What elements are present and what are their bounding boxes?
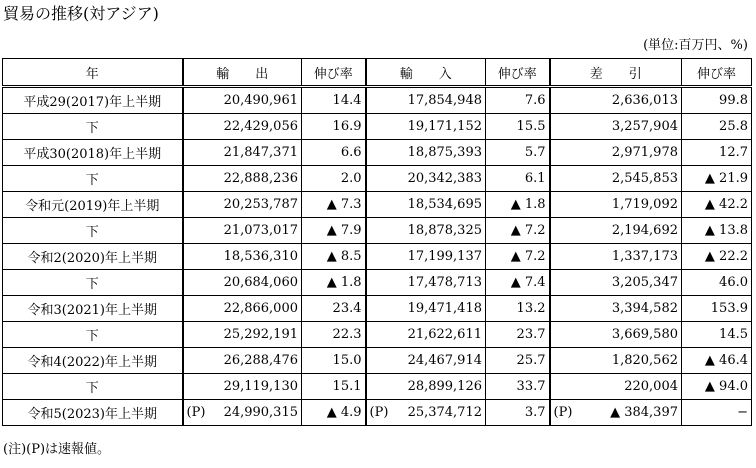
table-body bbox=[3, 87, 752, 426]
row-imports-rate: ▲ 1.8 bbox=[486, 192, 550, 218]
row-exports-value bbox=[183, 296, 302, 322]
row-balance-rate: ▲ 13.8 bbox=[682, 218, 752, 244]
row-exports-value bbox=[183, 348, 302, 374]
row-exports-rate: 2.0 bbox=[302, 166, 366, 192]
row-imports-value bbox=[366, 166, 486, 192]
row-period: 下 bbox=[3, 166, 183, 192]
exports-amount: 21,847,371 bbox=[223, 145, 298, 160]
row-imports-rate: 23.7 bbox=[486, 322, 550, 348]
row-balance-rate: − bbox=[682, 400, 752, 426]
header-imports-rate: 伸び率 bbox=[486, 59, 550, 87]
row-exports-rate: 15.1 bbox=[302, 374, 366, 400]
row-balance-value bbox=[550, 192, 682, 218]
row-balance-rate: 14.5 bbox=[682, 322, 752, 348]
row-exports-value bbox=[183, 114, 302, 140]
row-exports-value bbox=[183, 270, 302, 296]
row-exports-rate: 15.0 bbox=[302, 348, 366, 374]
imports-amount: 17,854,948 bbox=[407, 93, 482, 108]
exports-amount: 22,888,236 bbox=[223, 171, 298, 186]
row-imports-value bbox=[366, 348, 486, 374]
imports-amount: 19,171,152 bbox=[407, 119, 482, 134]
row-exports-value bbox=[183, 192, 302, 218]
row-exports-value bbox=[183, 87, 302, 114]
table-row bbox=[3, 244, 752, 270]
header-balance: 差 引 bbox=[550, 59, 682, 87]
imports-amount: 21,622,611 bbox=[407, 327, 482, 342]
row-balance-rate: 153.9 bbox=[682, 296, 752, 322]
preliminary-mark: (P) bbox=[553, 405, 573, 420]
exports-amount: 24,990,315 bbox=[223, 405, 298, 420]
row-period: 令和2(2020)年上半期 bbox=[3, 244, 183, 270]
table-row bbox=[3, 400, 752, 426]
row-period: 令和5(2023)年上半期 bbox=[3, 400, 183, 426]
row-balance-value bbox=[550, 87, 682, 114]
footnote: (注)(P)は速報値。 bbox=[3, 442, 111, 457]
table-row bbox=[3, 322, 752, 348]
balance-amount: 3,669,580 bbox=[611, 327, 678, 342]
row-exports-rate: 23.4 bbox=[302, 296, 366, 322]
row-imports-value bbox=[366, 270, 486, 296]
table-header-row bbox=[3, 59, 752, 87]
row-balance-rate: ▲ 21.9 bbox=[682, 166, 752, 192]
row-balance-value bbox=[550, 270, 682, 296]
row-balance-value bbox=[550, 374, 682, 400]
row-period: 下 bbox=[3, 374, 183, 400]
row-balance-rate: ▲ 22.2 bbox=[682, 244, 752, 270]
exports-amount: 20,490,961 bbox=[223, 93, 298, 108]
page-title: 貿易の推移(対アジア) bbox=[3, 4, 159, 23]
row-exports-rate: 6.6 bbox=[302, 140, 366, 166]
table-row bbox=[3, 87, 752, 114]
row-balance-value bbox=[550, 348, 682, 374]
row-exports-rate: ▲ 7.9 bbox=[302, 218, 366, 244]
unit-note: (単位:百万円、%) bbox=[643, 38, 748, 53]
balance-amount: 1,719,092 bbox=[611, 197, 678, 212]
row-imports-value bbox=[366, 140, 486, 166]
imports-amount: 19,471,418 bbox=[407, 301, 482, 316]
row-balance-rate: ▲ 94.0 bbox=[682, 374, 752, 400]
table-row bbox=[3, 218, 752, 244]
table-row bbox=[3, 192, 752, 218]
balance-amount: 3,257,904 bbox=[611, 119, 678, 134]
row-imports-rate: 5.7 bbox=[486, 140, 550, 166]
imports-amount: 20,342,383 bbox=[407, 171, 482, 186]
row-imports-value bbox=[366, 192, 486, 218]
balance-amount: 2,194,692 bbox=[611, 223, 678, 238]
row-balance-value bbox=[550, 114, 682, 140]
exports-amount: 20,253,787 bbox=[223, 197, 298, 212]
row-balance-value bbox=[550, 218, 682, 244]
row-balance-value bbox=[550, 140, 682, 166]
imports-amount: 18,534,695 bbox=[407, 197, 482, 212]
row-balance-rate: 99.8 bbox=[682, 87, 752, 114]
row-balance-value bbox=[550, 400, 682, 426]
row-imports-value bbox=[366, 114, 486, 140]
row-imports-rate: ▲ 7.2 bbox=[486, 244, 550, 270]
imports-amount: 17,199,137 bbox=[407, 249, 482, 264]
balance-amount: 1,337,173 bbox=[611, 249, 678, 264]
row-period: 下 bbox=[3, 218, 183, 244]
row-imports-value bbox=[366, 296, 486, 322]
balance-amount: 3,394,582 bbox=[611, 301, 678, 316]
row-imports-rate: 25.7 bbox=[486, 348, 550, 374]
exports-amount: 25,292,191 bbox=[223, 327, 298, 342]
imports-amount: 18,875,393 bbox=[407, 145, 482, 160]
row-imports-rate: 7.6 bbox=[486, 87, 550, 114]
row-imports-rate: ▲ 7.4 bbox=[486, 270, 550, 296]
row-period: 下 bbox=[3, 114, 183, 140]
row-period: 令和4(2022)年上半期 bbox=[3, 348, 183, 374]
row-period: 平成30(2018)年上半期 bbox=[3, 140, 183, 166]
exports-amount: 18,536,310 bbox=[223, 249, 298, 264]
row-period: 令和3(2021)年上半期 bbox=[3, 296, 183, 322]
row-balance-value bbox=[550, 296, 682, 322]
table-row bbox=[3, 296, 752, 322]
balance-amount: 2,545,853 bbox=[611, 171, 678, 186]
row-imports-value bbox=[366, 322, 486, 348]
imports-amount: 25,374,712 bbox=[407, 405, 482, 420]
table-row bbox=[3, 140, 752, 166]
row-exports-value bbox=[183, 218, 302, 244]
row-period: 下 bbox=[3, 322, 183, 348]
balance-amount: 2,636,013 bbox=[611, 93, 678, 108]
header-exports-rate: 伸び率 bbox=[302, 59, 366, 87]
exports-amount: 22,429,056 bbox=[223, 119, 298, 134]
preliminary-mark: (P) bbox=[186, 405, 206, 420]
row-exports-value bbox=[183, 244, 302, 270]
row-imports-value bbox=[366, 218, 486, 244]
row-imports-rate: 33.7 bbox=[486, 374, 550, 400]
row-exports-rate: 14.4 bbox=[302, 87, 366, 114]
balance-amount: 2,971,978 bbox=[611, 145, 678, 160]
header-period: 年 bbox=[3, 59, 183, 87]
table-row bbox=[3, 348, 752, 374]
row-exports-rate: 16.9 bbox=[302, 114, 366, 140]
row-balance-value bbox=[550, 244, 682, 270]
exports-amount: 29,119,130 bbox=[223, 379, 298, 394]
row-period: 令和元(2019)年上半期 bbox=[3, 192, 183, 218]
balance-amount: 220,004 bbox=[624, 379, 678, 394]
row-balance-value bbox=[550, 322, 682, 348]
row-exports-value bbox=[183, 400, 302, 426]
balance-amount: 1,820,562 bbox=[611, 353, 678, 368]
header-exports: 輸 出 bbox=[183, 59, 302, 87]
row-exports-value bbox=[183, 166, 302, 192]
exports-amount: 22,866,000 bbox=[223, 301, 298, 316]
header-balance-rate: 伸び率 bbox=[682, 59, 752, 87]
balance-amount: 3,205,347 bbox=[611, 275, 678, 290]
row-imports-value bbox=[366, 374, 486, 400]
exports-amount: 26,288,476 bbox=[223, 353, 298, 368]
row-imports-value bbox=[366, 400, 486, 426]
row-exports-rate: ▲ 1.8 bbox=[302, 270, 366, 296]
row-balance-rate: 12.7 bbox=[682, 140, 752, 166]
row-imports-value bbox=[366, 87, 486, 114]
row-balance-rate: ▲ 46.4 bbox=[682, 348, 752, 374]
row-balance-rate: 25.8 bbox=[682, 114, 752, 140]
row-imports-rate: 13.2 bbox=[486, 296, 550, 322]
row-balance-rate: ▲ 42.2 bbox=[682, 192, 752, 218]
trade-table bbox=[2, 58, 752, 426]
row-period: 平成29(2017)年上半期 bbox=[3, 87, 183, 114]
table-row bbox=[3, 114, 752, 140]
row-balance-value bbox=[550, 166, 682, 192]
row-balance-rate: 46.0 bbox=[682, 270, 752, 296]
row-imports-rate: 6.1 bbox=[486, 166, 550, 192]
row-imports-rate: ▲ 7.2 bbox=[486, 218, 550, 244]
table-row bbox=[3, 270, 752, 296]
table-row bbox=[3, 374, 752, 400]
exports-amount: 20,684,060 bbox=[223, 275, 298, 290]
imports-amount: 28,899,126 bbox=[407, 379, 482, 394]
row-imports-rate: 3.7 bbox=[486, 400, 550, 426]
row-imports-value bbox=[366, 244, 486, 270]
row-exports-value bbox=[183, 374, 302, 400]
header-imports: 輸 入 bbox=[366, 59, 486, 87]
row-exports-rate: ▲ 4.9 bbox=[302, 400, 366, 426]
balance-amount: ▲ 384,397 bbox=[610, 405, 678, 420]
table-row bbox=[3, 166, 752, 192]
row-imports-rate: 15.5 bbox=[486, 114, 550, 140]
imports-amount: 17,478,713 bbox=[407, 275, 482, 290]
row-exports-value bbox=[183, 140, 302, 166]
row-exports-value bbox=[183, 322, 302, 348]
exports-amount: 21,073,017 bbox=[223, 223, 298, 238]
imports-amount: 18,878,325 bbox=[407, 223, 482, 238]
preliminary-mark: (P) bbox=[369, 405, 389, 420]
row-period: 下 bbox=[3, 270, 183, 296]
imports-amount: 24,467,914 bbox=[407, 353, 482, 368]
row-exports-rate: ▲ 8.5 bbox=[302, 244, 366, 270]
row-exports-rate: ▲ 7.3 bbox=[302, 192, 366, 218]
row-exports-rate: 22.3 bbox=[302, 322, 366, 348]
